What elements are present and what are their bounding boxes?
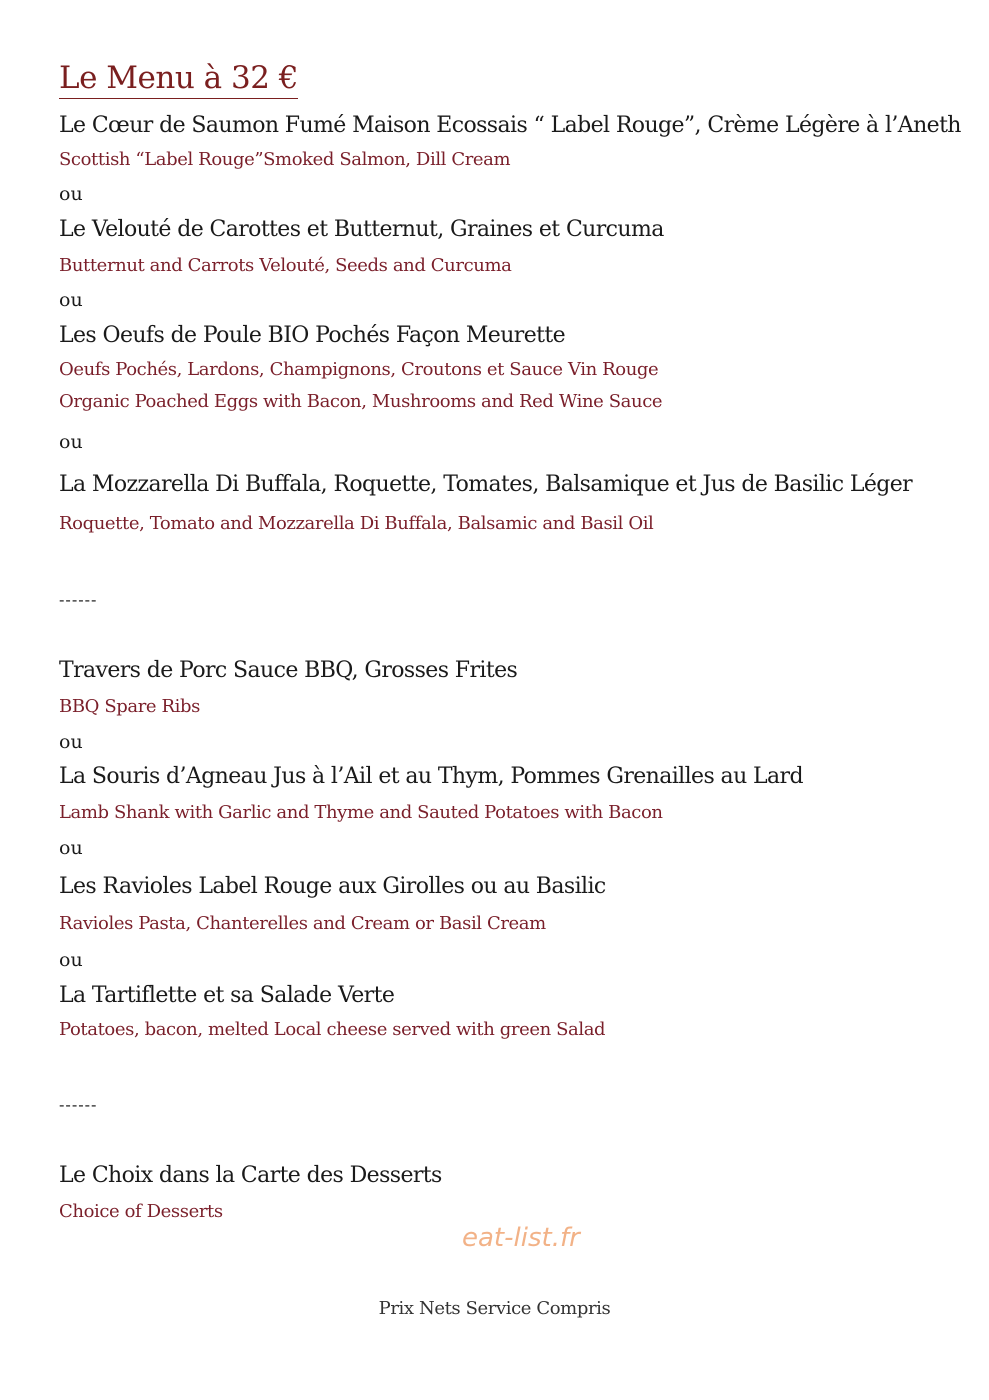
main-3-en: Ravioles Pasta, Chanterelles and Cream or Basil Cream [59,913,546,934]
dessert-fr: Le Choix dans la Carte des Desserts [59,1163,442,1188]
main-4-fr: La Tartiflette et sa Salade Verte [59,983,395,1008]
menu-title: Le Menu à 32 € [59,58,298,99]
starter-2-en: Butternut and Carrots Velouté, Seeds and Curcuma [59,255,512,276]
or-separator: ou [59,289,83,311]
starter-2-fr: Le Velouté de Carottes et Butternut, Graines et Curcuma [59,217,664,242]
or-separator: ou [59,183,83,205]
starter-3-en-1: Oeufs Pochés, Lardons, Champignons, Croutons et Sauce Vin Rouge [59,359,659,380]
footer-note [0,1296,989,1322]
course-separator: ------ [59,590,98,609]
dessert-en: Choice of Desserts [59,1201,223,1222]
or-separator: ou [59,731,83,753]
starter-3-fr: Les Oeufs de Poule BIO Pochés Façon Meurette [59,323,566,348]
starter-1-fr: Le Cœur de Saumon Fumé Maison Ecossais “ Label Rouge”, Crème Légère à l’Aneth [59,113,961,138]
starter-4-fr: La Mozzarella Di Buffala, Roquette, Tomates, Balsamique et Jus de Basilic Léger [59,472,913,497]
course-separator: ------ [59,1095,98,1114]
or-separator: ou [59,837,83,859]
starter-1-en: Scottish “Label Rouge”Smoked Salmon, Dill Cream [59,149,511,170]
starter-3-en-2: Organic Poached Eggs with Bacon, Mushrooms and Red Wine Sauce [59,391,663,412]
main-2-en: Lamb Shank with Garlic and Thyme and Sauted Potatoes with Bacon [59,802,663,823]
main-3-fr: Les Ravioles Label Rouge aux Girolles ou au Basilic [59,874,606,899]
or-separator: ou [59,431,83,453]
main-1-fr: Travers de Porc Sauce BBQ, Grosses Frites [59,658,518,683]
or-separator: ou [59,949,83,971]
main-1-en: BBQ Spare Ribs [59,696,200,717]
main-4-en: Potatoes, bacon, melted Local cheese served with green Salad [59,1019,606,1040]
watermark: eat-list.fr [462,1223,580,1253]
footer-text: Prix Nets Service Compris [378,1298,611,1319]
main-2-fr: La Souris d’Agneau Jus à l’Ail et au Thym, Pommes Grenailles au Lard [59,764,803,789]
starter-4-en: Roquette, Tomato and Mozzarella Di Buffala, Balsamic and Basil Oil [59,513,654,534]
